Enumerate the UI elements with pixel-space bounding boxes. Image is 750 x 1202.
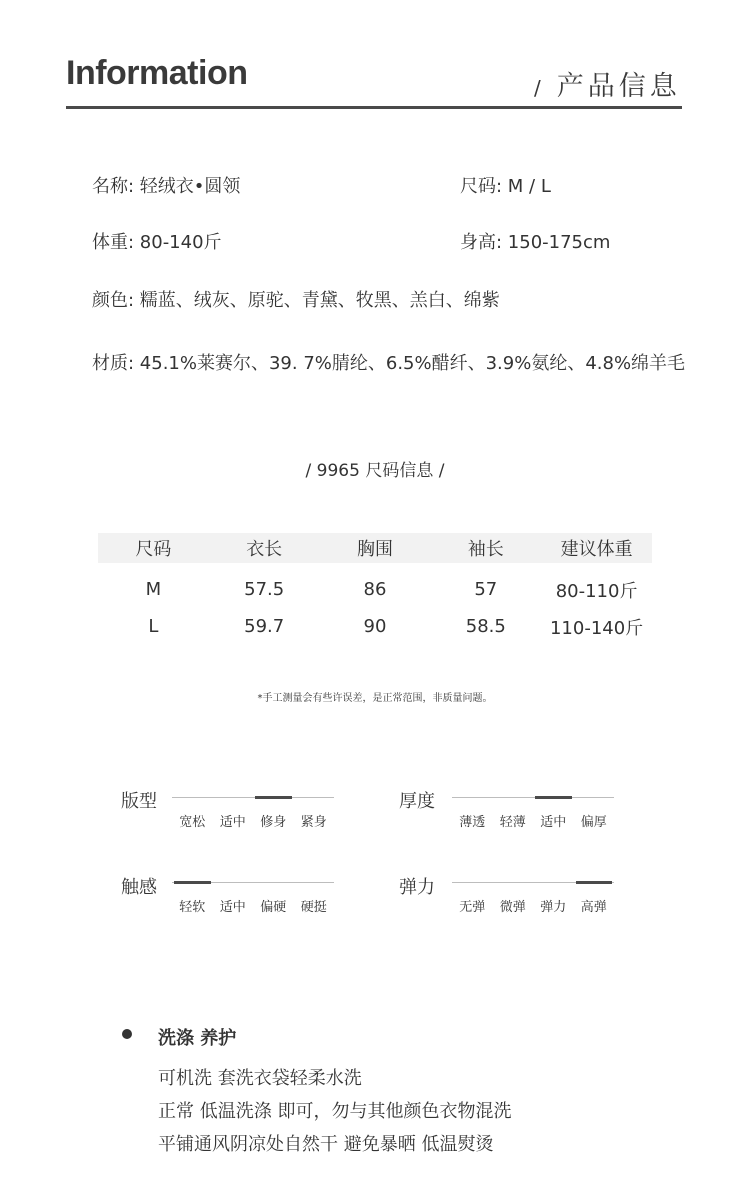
care-line: 正常 低温洗涤 即可，勿与其他颜色衣物混洗 — [158, 1101, 512, 1122]
scale-option: 轻薄 — [499, 815, 526, 830]
info-name: 名称: 轻绒衣•圆领 — [92, 176, 241, 197]
scale-option: 适中 — [540, 815, 567, 830]
scale-label: 弹力 — [399, 877, 435, 898]
header-cell: 建议体重 — [560, 539, 633, 560]
table-cell: 57.5 — [244, 579, 285, 600]
table-row — [98, 608, 652, 645]
scale-selected-marker — [535, 796, 572, 799]
info-weight: 体重: 80-140斤 — [92, 232, 222, 253]
scale-option: 适中 — [219, 900, 246, 915]
table-cell: 57 — [474, 579, 498, 600]
scale-option: 紧身 — [300, 815, 327, 830]
scale-selected-marker — [174, 881, 211, 884]
scale-option: 硬挺 — [300, 900, 327, 915]
title-chinese-text: 产品信息 — [556, 71, 681, 102]
scale-track — [172, 797, 334, 798]
table-cell: 110-140斤 — [549, 617, 644, 639]
scale-option: 偏厚 — [580, 815, 607, 830]
info-height: 身高: 150-175cm — [460, 232, 611, 253]
scale-option: 无弹 — [459, 900, 486, 915]
info-size: 尺码: M / L — [460, 176, 551, 197]
table-cell: 86 — [363, 579, 387, 600]
scale-option: 修身 — [260, 815, 287, 830]
scale-track — [452, 797, 614, 798]
scale-label: 厚度 — [399, 791, 435, 812]
table-cell: 80-110斤 — [555, 580, 638, 602]
header-cell: 尺码 — [135, 539, 172, 560]
scale-option: 偏硬 — [260, 900, 287, 915]
scale-label: 触感 — [121, 877, 157, 898]
table-cell: L — [148, 616, 159, 637]
title-slash: / — [534, 76, 545, 100]
size-heading: / 9965 尺码信息 / — [305, 461, 445, 481]
title-chinese — [534, 64, 681, 103]
scale-selected-marker — [576, 881, 613, 884]
header-cell: 袖长 — [467, 539, 504, 560]
scale-option: 弹力 — [540, 900, 567, 915]
scale-option: 轻软 — [179, 900, 206, 915]
scale-option: 宽松 — [179, 815, 206, 830]
table-cell: 59.7 — [244, 616, 285, 637]
size-table — [98, 533, 652, 645]
info-color: 颜色: 糯蓝、绒灰、原驼、青黛、牧黑、羔白、绵紫 — [92, 290, 500, 311]
measurement-note: *手工测量会有些许误差，是正常范围，非质量问题。 — [257, 693, 493, 704]
table-cell: 90 — [363, 616, 387, 637]
size-table-header — [98, 533, 652, 563]
scale-selected-marker — [255, 796, 292, 799]
care-title: 洗涤 养护 — [158, 1028, 237, 1049]
bullet-icon — [122, 1029, 132, 1039]
title-english: Information — [66, 54, 248, 92]
scale-option: 适中 — [219, 815, 246, 830]
table-row — [98, 571, 652, 608]
header-cell: 衣长 — [246, 539, 283, 560]
table-cell: 58.5 — [465, 616, 506, 637]
care-line: 平铺通风阴凉处自然干 避免暴晒 低温熨烫 — [158, 1134, 494, 1155]
info-material: 材质: 45.1%莱赛尔、39. 7%腈纶、6.5%醋纤、3.9%氨纶、4.8%绵羊毛 — [92, 353, 686, 374]
header-cell: 胸围 — [356, 539, 393, 560]
scale-option: 薄透 — [459, 815, 486, 830]
scale-option: 微弹 — [499, 900, 526, 915]
scale-option: 高弹 — [580, 900, 607, 915]
header-rule — [66, 106, 682, 109]
table-cell: M — [145, 579, 162, 600]
care-line: 可机洗 套洗衣袋轻柔水洗 — [158, 1068, 362, 1089]
scale-label: 版型 — [121, 791, 157, 812]
